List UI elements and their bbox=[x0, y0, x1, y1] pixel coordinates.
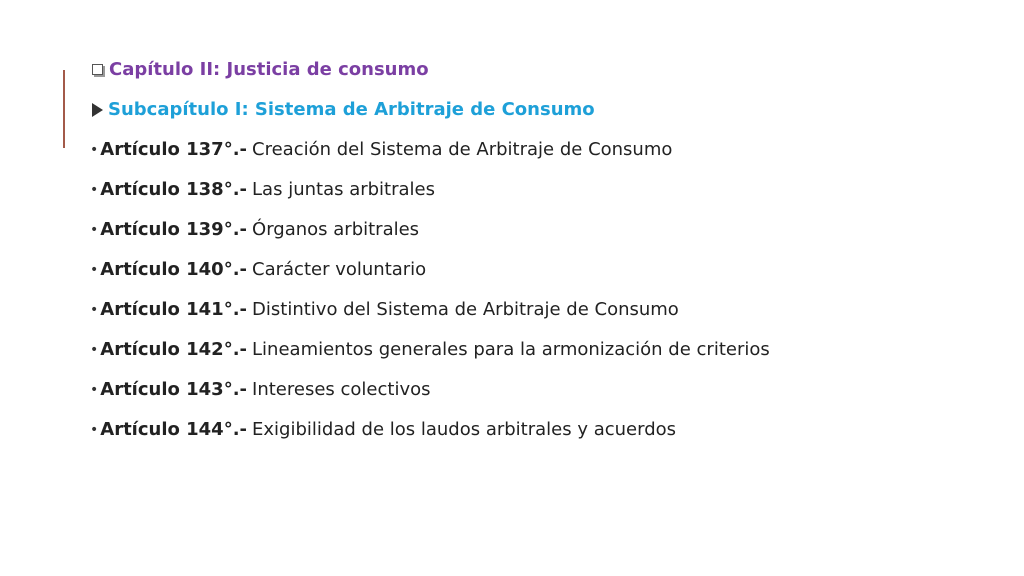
article-item bbox=[90, 416, 990, 456]
article-label: Artículo 140°.- bbox=[100, 259, 248, 280]
dot-bullet-icon: • bbox=[90, 422, 99, 438]
dot-bullet-icon: • bbox=[90, 182, 99, 198]
article-item bbox=[90, 136, 990, 176]
article-title: Exigibilidad de los laudos arbitrales y acuerdos bbox=[252, 419, 677, 440]
article-label: Artículo 137°.- bbox=[100, 139, 248, 160]
article-label: Artículo 144°.- bbox=[100, 419, 248, 440]
chapter-heading bbox=[90, 56, 990, 96]
article-title: Lineamientos generales para la armonización de criterios bbox=[252, 339, 770, 360]
article-title: Órganos arbitrales bbox=[252, 219, 420, 240]
article-title: Creación del Sistema de Arbitraje de Consumo bbox=[252, 139, 673, 160]
slide-content bbox=[90, 56, 990, 456]
chapter-title: Capítulo II: Justicia de consumo bbox=[109, 59, 429, 80]
article-label: Artículo 141°.- bbox=[100, 299, 248, 320]
subchapter-heading bbox=[90, 96, 990, 136]
article-item bbox=[90, 256, 990, 296]
article-title: Carácter voluntario bbox=[252, 259, 427, 280]
article-item bbox=[90, 296, 990, 336]
article-title: Intereses colectivos bbox=[252, 379, 431, 400]
checkbox-bullet-icon bbox=[92, 64, 103, 75]
subchapter-title: Subcapítulo I: Sistema de Arbitraje de Consumo bbox=[108, 99, 595, 120]
article-item bbox=[90, 176, 990, 216]
dot-bullet-icon: • bbox=[90, 302, 99, 318]
article-item bbox=[90, 216, 990, 256]
dot-bullet-icon: • bbox=[90, 222, 99, 238]
article-item bbox=[90, 336, 990, 376]
slide-accent-line bbox=[63, 70, 65, 148]
dot-bullet-icon: • bbox=[90, 382, 99, 398]
article-label: Artículo 138°.- bbox=[100, 179, 248, 200]
article-title: Distintivo del Sistema de Arbitraje de Consumo bbox=[252, 299, 679, 320]
dot-bullet-icon: • bbox=[90, 142, 99, 158]
dot-bullet-icon: • bbox=[90, 342, 99, 358]
article-label: Artículo 143°.- bbox=[100, 379, 248, 400]
arrow-bullet-icon bbox=[92, 103, 103, 117]
article-label: Artículo 139°.- bbox=[100, 219, 248, 240]
article-item bbox=[90, 376, 990, 416]
article-title: Las juntas arbitrales bbox=[252, 179, 435, 200]
article-label: Artículo 142°.- bbox=[100, 339, 248, 360]
dot-bullet-icon: • bbox=[90, 262, 99, 278]
